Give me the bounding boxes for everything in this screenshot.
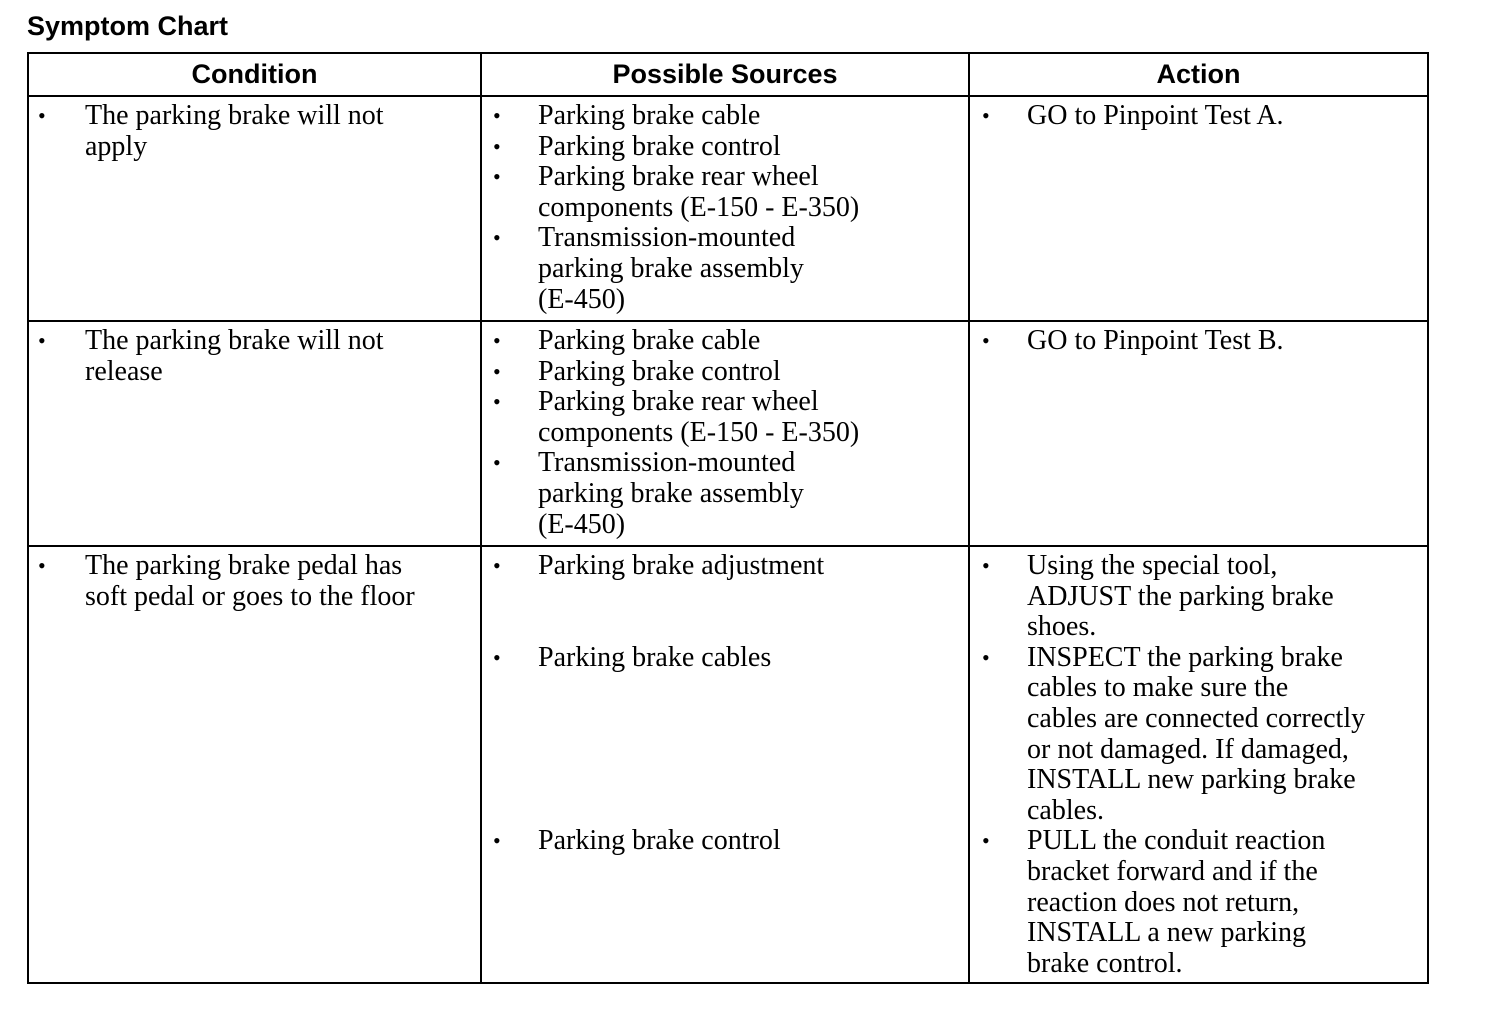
sources-line: Parking brake cable [538, 100, 761, 131]
bullet-icon: • [493, 133, 501, 159]
bullet-icon: • [493, 644, 501, 670]
actions-line: brake control. [1027, 947, 1183, 979]
sources-line: Parking brake control [538, 130, 781, 162]
bullet-icon: • [493, 358, 501, 384]
sources-line: Parking brake cable [538, 325, 761, 356]
bullet-icon: • [982, 553, 990, 578]
row-divider [29, 320, 1427, 322]
bullet-icon: • [493, 103, 501, 128]
condition-line: apply [85, 130, 148, 162]
bullet-icon: • [982, 103, 990, 128]
symptom-chart-table [27, 52, 1429, 984]
actions-line: PULL the conduit reaction [1027, 825, 1326, 857]
sources-line: Parking brake control [538, 355, 781, 387]
actions-line: cables. [1027, 794, 1104, 826]
actions-line: cables are connected correctly [1027, 703, 1366, 734]
condition-line: The parking brake will not [85, 325, 384, 356]
sources-line: Parking brake rear wheel [538, 161, 819, 193]
actions-line: GO to Pinpoint Test B. [1027, 325, 1284, 356]
actions-line: cables to make sure the [1027, 672, 1289, 704]
actions-line: INSTALL a new parking [1027, 917, 1306, 949]
condition-line: soft pedal or goes to the floor [85, 580, 415, 612]
bullet-icon: • [493, 553, 501, 578]
row-divider [29, 545, 1427, 547]
header-divider [29, 95, 1427, 97]
actions-line: reaction does not return, [1027, 886, 1300, 918]
actions-line: INSTALL new parking brake [1027, 764, 1356, 796]
bullet-icon: • [493, 164, 501, 190]
bullet-icon: • [38, 103, 46, 128]
bullet-icon: • [493, 328, 501, 353]
sources-line: parking brake assembly [538, 253, 804, 284]
sources-line: Parking brake rear wheel [538, 386, 819, 418]
bullet-icon: • [493, 450, 501, 476]
sources-line: Parking brake control [538, 825, 781, 857]
sources-line: (E-450) [538, 283, 626, 315]
actions-line: INSPECT the parking brake [1027, 641, 1343, 673]
bullet-icon: • [982, 644, 990, 670]
sources-line: Parking brake adjustment [538, 550, 825, 581]
sources-line: parking brake assembly [538, 478, 804, 509]
bullet-icon: • [493, 225, 501, 251]
bullet-icon: • [38, 328, 46, 353]
actions-line: bracket forward and if the [1027, 856, 1318, 887]
condition-line: release [85, 355, 163, 387]
actions-line: ADJUST the parking brake [1027, 580, 1334, 612]
actions-line: shoes. [1027, 611, 1097, 643]
actions-line: Using the special tool, [1027, 550, 1278, 581]
column-divider [480, 54, 482, 982]
sources-line: Transmission-mounted [538, 447, 796, 479]
header-action: Action [1156, 59, 1241, 89]
bullet-icon: • [493, 389, 501, 415]
sources-line: components (E-150 - E-350) [538, 416, 860, 448]
bullet-icon: • [982, 828, 990, 854]
header-condition: Condition [191, 59, 318, 89]
actions-line: or not damaged. If damaged, [1027, 733, 1349, 765]
chart-title: Symptom Chart [27, 11, 229, 41]
sources-line: Transmission-mounted [538, 222, 796, 254]
bullet-icon: • [38, 553, 46, 578]
condition-line: The parking brake will not [85, 100, 384, 131]
header-possible-sources: Possible Sources [612, 59, 838, 89]
sources-line: components (E-150 - E-350) [538, 191, 860, 223]
sources-line: Parking brake cables [538, 641, 772, 673]
column-divider [968, 54, 970, 982]
bullet-icon: • [982, 328, 990, 353]
actions-line: GO to Pinpoint Test A. [1027, 100, 1284, 131]
sources-line: (E-450) [538, 508, 626, 540]
bullet-icon: • [493, 828, 501, 854]
condition-line: The parking brake pedal has [85, 550, 403, 581]
